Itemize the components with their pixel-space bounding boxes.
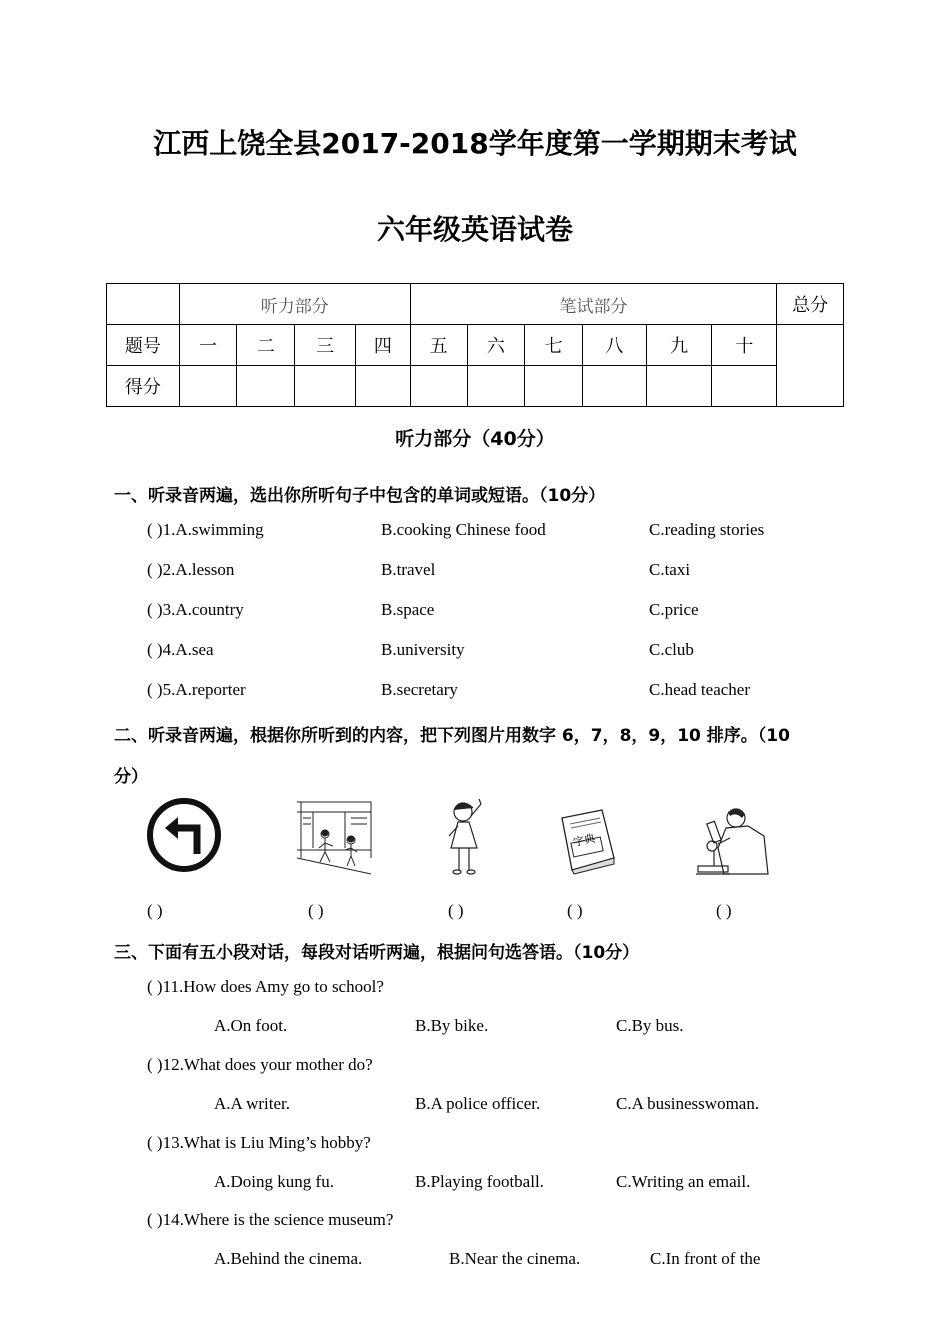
exam-title: 江西上饶全县2017-2018学年度第一学期期末考试 (153, 127, 797, 160)
question-3: ( )3.A.country (147, 600, 244, 619)
question-number-label: 题号 (107, 325, 180, 366)
writing-part-header: 笔试部分 (410, 284, 776, 325)
question-4: ( )4.A.sea (147, 640, 214, 659)
listening-part-header: 听力部分 (179, 284, 410, 325)
option-c: C.club (649, 640, 694, 659)
question-1: ( )1.A.swimming (147, 520, 264, 539)
option-a: A.Doing kung fu. (214, 1172, 334, 1191)
option-b: B.travel (381, 560, 436, 579)
score-cell[interactable] (355, 366, 410, 407)
question-number-cell: 八 (583, 325, 647, 366)
total-score-cell[interactable] (777, 325, 844, 407)
score-cell[interactable] (237, 366, 295, 407)
option-c: C.Writing an email. (616, 1172, 751, 1191)
score-cell[interactable] (712, 366, 777, 407)
section-2-heading-cont: 分） (114, 767, 148, 787)
question-number-cell: 二 (237, 325, 295, 366)
question-5: ( )5.A.reporter (147, 680, 246, 699)
question-2: ( )2.A.lesson (147, 560, 235, 579)
score-table (106, 283, 844, 407)
picture-blank[interactable]: ( ) (448, 901, 464, 920)
option-b: B.Near the cinema. (449, 1249, 581, 1268)
children-at-station-picture (295, 798, 373, 878)
question-number-cell: 九 (646, 325, 712, 366)
option-c: C.A businesswoman. (616, 1094, 760, 1113)
question-12: ( )12.What does your mother do? (147, 1055, 373, 1074)
question-number-cell: 三 (295, 325, 356, 366)
listening-section-title: 听力部分（40分） (395, 428, 555, 450)
picture-blank[interactable]: ( ) (716, 901, 732, 920)
question-number-cell: 五 (410, 325, 467, 366)
score-cell[interactable] (646, 366, 712, 407)
question-number-cell: 六 (467, 325, 525, 366)
scientist-microscope-picture (690, 804, 774, 880)
option-c: C.reading stories (649, 520, 765, 539)
question-number-cell: 四 (355, 325, 410, 366)
score-cell[interactable] (583, 366, 647, 407)
question-number-cell: 七 (525, 325, 583, 366)
picture-blank[interactable]: ( ) (308, 901, 324, 920)
exam-subtitle: 六年级英语试卷 (376, 213, 573, 246)
score-cell[interactable] (410, 366, 467, 407)
option-c: C.head teacher (649, 680, 750, 699)
total-score-header: 总分 (777, 284, 844, 325)
option-c: C.taxi (649, 560, 691, 579)
section-3-heading: 三、下面有五小段对话，每段对话听两遍，根据问句选答语。（10分） (114, 943, 640, 963)
question-13: ( )13.What is Liu Ming’s hobby? (147, 1133, 371, 1152)
question-number-cell: 十 (712, 325, 777, 366)
option-b: B.By bike. (415, 1016, 489, 1035)
option-a: A.On foot. (214, 1016, 288, 1035)
option-a: A.A writer. (214, 1094, 291, 1113)
picture-blank[interactable]: ( ) (567, 901, 583, 920)
option-b: B.space (381, 600, 435, 619)
question-11: ( )11.How does Amy go to school? (147, 977, 384, 996)
question-number-cell: 一 (179, 325, 237, 366)
score-label: 得分 (107, 366, 180, 407)
option-c: C.In front of the (650, 1249, 761, 1268)
dictionary-label: 字典 (571, 831, 597, 850)
girl-waving-picture (443, 796, 489, 880)
score-cell[interactable] (295, 366, 356, 407)
score-cell[interactable] (179, 366, 237, 407)
option-b: B.university (381, 640, 465, 659)
section-2-heading: 二、听录音两遍，根据你所听到的内容，把下列图片用数字 6，7，8，9，10 排序。（10 (114, 726, 790, 746)
score-table-corner (107, 284, 180, 325)
option-a: A.Behind the cinema. (214, 1249, 363, 1268)
option-b: B.secretary (381, 680, 458, 699)
score-cell[interactable] (467, 366, 525, 407)
option-b: B.A police officer. (415, 1094, 541, 1113)
option-b: B.cooking Chinese food (381, 520, 546, 539)
turn-left-sign-icon (145, 796, 223, 874)
score-cell[interactable] (525, 366, 583, 407)
question-14: ( )14.Where is the science museum? (147, 1210, 394, 1229)
option-b: B.Playing football. (415, 1172, 544, 1191)
section-1-heading: 一、听录音两遍，选出你所听句子中包含的单词或短语。（10分） (114, 486, 606, 506)
option-c: C.price (649, 600, 699, 619)
option-c: C.By bus. (616, 1016, 684, 1035)
picture-blank[interactable]: ( ) (147, 901, 163, 920)
